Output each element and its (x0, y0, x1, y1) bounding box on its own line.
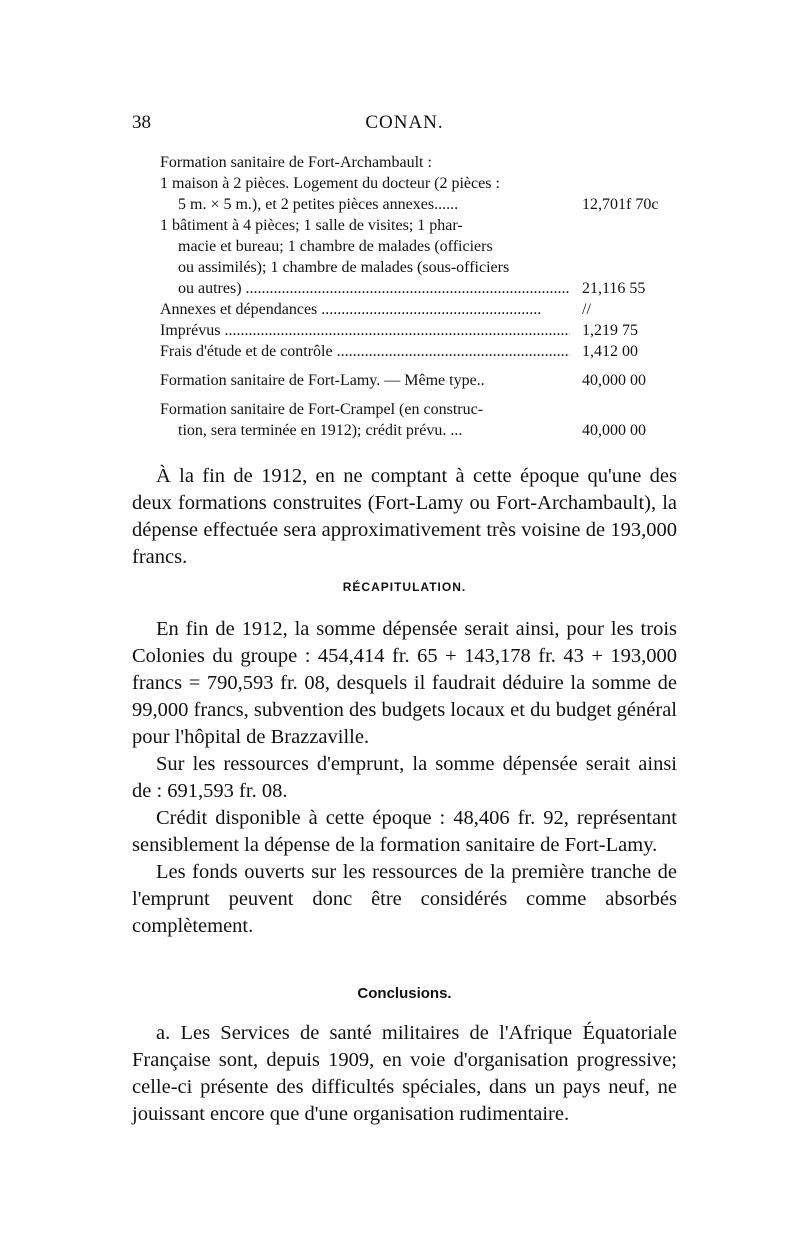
item2-amount: 21,116 55 (582, 280, 646, 297)
item1-line1: 1 maison à 2 pièces. Logement du docteur (2 pièces : (160, 175, 500, 192)
table-row (160, 299, 660, 320)
table-row (160, 278, 660, 299)
table-title-row (160, 152, 660, 173)
annexes-label: Annexes et dépendances ..... (160, 299, 542, 320)
table-row (160, 173, 660, 194)
fortcrampel-line2: tion, sera terminée en 1912); crédit prévu. ... (178, 422, 463, 439)
item2-line1: 1 bâtiment à 4 pièces; 1 salle de visites; 1 phar- (160, 217, 463, 234)
frais-label: Frais d'étude et de contrôle ..... (160, 341, 570, 362)
page-number: 38 (132, 112, 151, 133)
item2-line4: ou autres) ..... (160, 278, 570, 299)
table-title: Formation sanitaire de Fort-Archambault : (160, 154, 432, 171)
recap-section (132, 616, 677, 940)
cost-table (160, 152, 660, 441)
table-row (160, 399, 660, 420)
item2-line2: macie et bureau; 1 chambre de malades (officiers (178, 238, 493, 255)
paragraph: a. Les Services de santé militaires de l'Afrique Équatoriale Française sont, depuis 1909, en voie d'organisation progressive; celle-ci présente des difficultés spéciales, dans un pays neuf, ne jouissant encore que d'une organisation rudimentaire. (132, 1022, 677, 1125)
imprevus-label: Imprévus ..... (160, 320, 570, 341)
paragraph: À la fin de 1912, en ne comptant à cette époque qu'une des deux formations construites (Fort-Lamy ou Fort-Archambault), la dépense effectuée sera approximativement très voisine de 193,000 francs. (132, 465, 677, 568)
paragraph-intro (132, 463, 677, 571)
table-row (160, 341, 660, 362)
item1-line2: 5 m. × 5 m.), et 2 petites pièces annexes...... (178, 196, 459, 213)
fortlamy-label: Formation sanitaire de Fort-Lamy. — Même type.. (160, 372, 485, 389)
fortlamy-amount: 40,000 00 (582, 372, 646, 389)
page-header (132, 112, 677, 142)
table-row (160, 420, 660, 441)
table-row (160, 370, 660, 391)
table-row (160, 320, 660, 341)
conclusions-section (132, 1020, 677, 1128)
paragraph: Sur les ressources d'emprunt, la somme dépensée serait ainsi de : 691,593 fr. 08. (132, 753, 677, 802)
paragraph: En fin de 1912, la somme dépensée serait ainsi, pour les trois Colonies du groupe : 454,414 fr. 65 + 143,178 fr. 43 + 193,000 francs = 790,593 fr. 08, desquels il faudrait déduire la somme de 99,000 francs, subvention des budgets locaux et du budget général pour l'hôpital de Brazzaville. (132, 618, 677, 748)
running-title: CONAN. (365, 112, 444, 133)
conclusions-heading: Conclusions. (357, 985, 452, 1002)
fortcrampel-amount: 40,000 00 (582, 422, 646, 439)
table-row (160, 257, 660, 278)
table-row (160, 215, 660, 236)
item1-amount: 12,701f 70c (582, 196, 659, 213)
annexes-amount: // (582, 301, 591, 318)
imprevus-amount: 1,219 75 (582, 322, 638, 339)
frais-amount: 1,412 00 (582, 343, 638, 360)
paragraph: Crédit disponible à cette époque : 48,406 fr. 92, représentant sensiblement la dépense de la formation sanitaire de Fort-Lamy. (132, 807, 677, 856)
recap-heading: RÉCAPITULATION. (342, 580, 467, 594)
table-row (160, 236, 660, 257)
paragraph: Les fonds ouverts sur les ressources de la première tranche de l'emprunt peuvent donc être considérés comme absorbés complètement. (132, 861, 677, 937)
table-row (160, 194, 660, 215)
fortcrampel-line1: Formation sanitaire de Fort-Crampel (en construc- (160, 401, 484, 418)
item2-line3: ou assimilés); 1 chambre de malades (sous-officiers (178, 259, 510, 276)
